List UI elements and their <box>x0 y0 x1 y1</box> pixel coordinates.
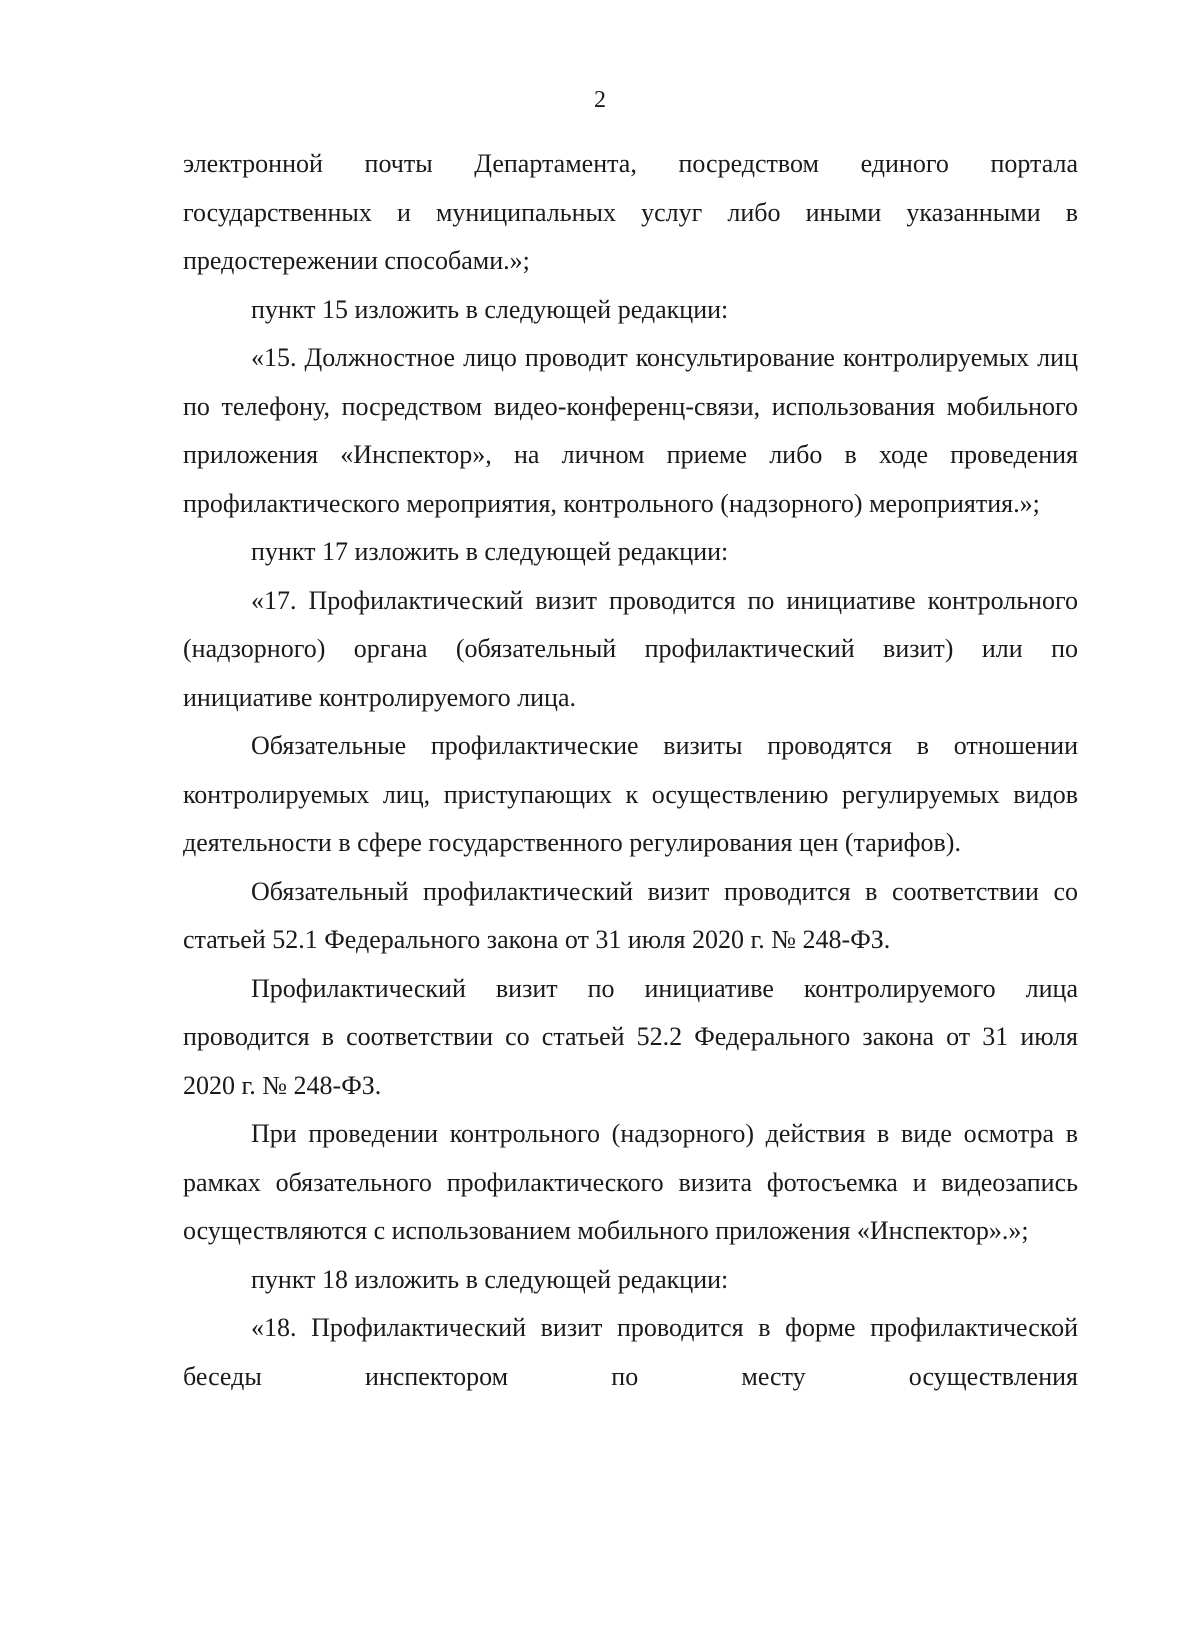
paragraph-item-18-text: «18. Профилактический визит проводится в форме профилактической беседы инспектором по месту осуществления <box>183 1313 1078 1391</box>
paragraph-item-15-text: «15. Должностное лицо проводит консультирование контролируемых лиц по телефону, посредством видео-конференц-связи, использования мобильного приложения «Инспектор», на личном приеме либо в ходе проведения профилактического мероприятия, контрольного (надзорного) мероприятия.»; <box>183 343 1078 518</box>
page-number: 2 <box>594 87 606 113</box>
paragraph-mandatory-visits: Обязательные профилактические визиты проводятся в отношении контролируемых лиц, приступающих к осуществлению регулируемых видов деятельности в сфере государственного регулирования цен (тарифов). <box>183 731 1078 857</box>
paragraph-email-clause: электронной почты Департамента, посредством единого портала государственных и муниципальных услуг либо иными указанными в предостережении способами.»; <box>183 149 1078 275</box>
paragraph-item-15-heading: пункт 15 изложить в следующей редакции: <box>251 294 729 324</box>
paragraph-mandatory-visit-law: Обязательный профилактический визит проводится в соответствии со статьей 52.1 Федерального закона от 31 июля 2020 г. № 248-ФЗ. <box>183 876 1078 954</box>
paragraph-item-17-text: «17. Профилактический визит проводится по инициативе контрольного (надзорного) органа (обязательный профилактический визит) или по инициативе контролируемого лица. <box>183 585 1078 712</box>
paragraph-inspection-photo: При проведении контрольного (надзорного) действия в виде осмотра в рамках обязательного профилактического визита фотосъемка и видеозапись осуществляются с использованием мобильного приложения «Инспектор».»; <box>183 1119 1078 1245</box>
paragraph-item-18-heading: пункт 18 изложить в следующей редакции: <box>251 1264 729 1294</box>
paragraph-initiative-visit-law: Профилактический визит по инициативе контролируемого лица проводится в соответствии со статьей 52.2 Федерального закона от 31 июля 2020 г. № 248-ФЗ. <box>183 973 1078 1100</box>
paragraph-item-17-heading: пункт 17 изложить в следующей редакции: <box>251 537 729 566</box>
document-body <box>183 140 1078 1401</box>
